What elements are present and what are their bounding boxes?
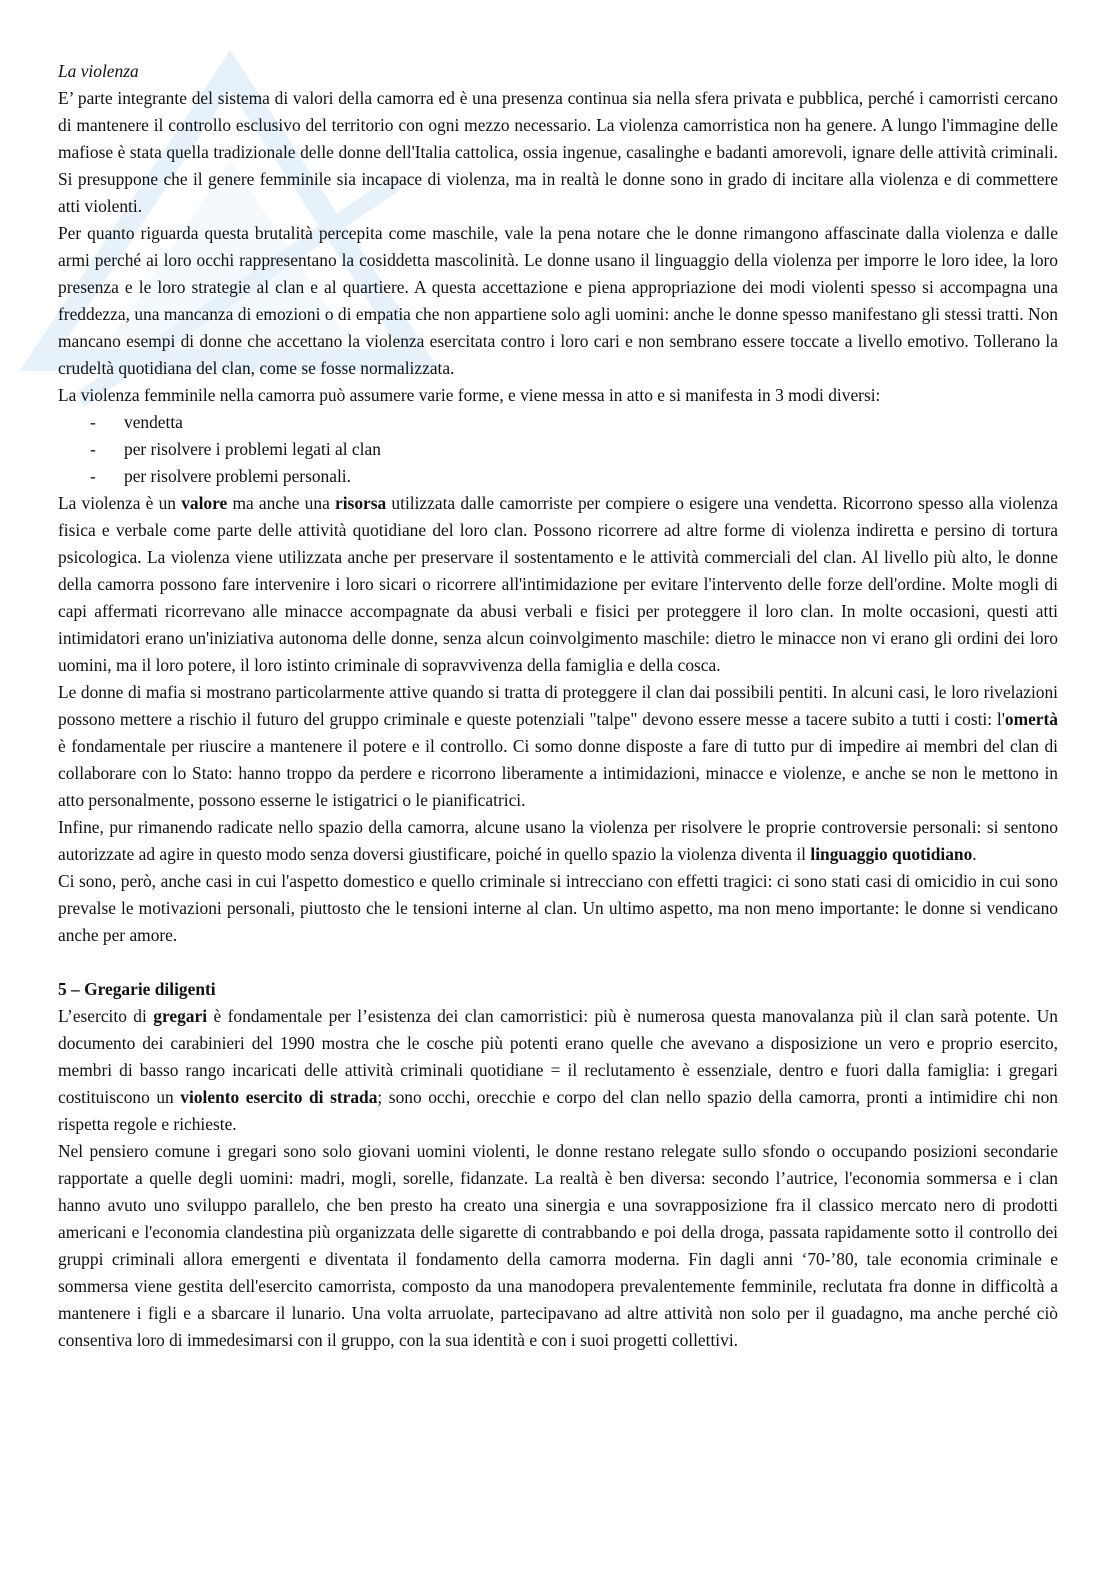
text-run: La violenza è un <box>58 493 182 513</box>
bold-term: linguaggio quotidiano <box>810 844 973 864</box>
spacer <box>58 949 1058 976</box>
section-title: La violenza <box>58 61 139 81</box>
bold-term: omertà <box>1004 709 1058 729</box>
list-item-text: per risolvere i problemi legati al clan <box>124 439 381 459</box>
paragraph: Per quanto riguarda questa brutalità percepita come maschile, vale la pena notare che le donne rimangono affascinate dalla violenza e dalle armi perché ai loro occhi rappresentano la cosiddetta mascolinità. Le donne usano il linguaggio della violenza per imporre le loro idee, la loro presenza e le loro strategie al clan e al quartiere. A questa accettazione e piena appropriazione dei modi violenti spesso si accompagna una freddezza, una mancanza di emozioni o di empatia che non appartiene solo agli uomini: anche le donne spesso manifestano gli stessi tratti. Non mancano esempi di donne che accettano la violenza esercitata contro i loro cari e non sembrano essere toccate a livello emotivo. Tollerano la crudeltà quotidiana del clan, come se fosse normalizzata. <box>58 223 1058 378</box>
section-heading: 5 – Gregarie diligenti <box>58 979 216 999</box>
list-item <box>58 409 1058 436</box>
list-dash: - <box>90 466 96 486</box>
paragraph <box>58 679 1058 814</box>
paragraph: La violenza femminile nella camorra può assumere varie forme, e viene messa in atto e si manifesta in 3 modi diversi: <box>58 385 881 405</box>
bold-term: valore <box>181 493 228 513</box>
text-run: ma anche una <box>227 493 335 513</box>
paragraph: Nel pensiero comune i gregari sono solo giovani uomini violenti, le donne restano relegate sullo sfondo o occupando posizioni secondarie rapportate a quelle degli uomini: madri, mogli, sorelle, fidanzate. La realtà è ben diversa: secondo l’autrice, l'economia sommersa e i clan hanno avuto uno sviluppo parallelo, che ben presto ha creato una sinergia e una sovrapposizione fra il classico mercato nero di prodotti americani e l'economia clandestina più organizzata delle sigarette di contrabbando e poi della droga, passata rapidamente sotto il controllo dei gruppi criminali allora emergenti e diventata il fondamento della camorra moderna. Fin dagli anni ‘70-’80, tale economia criminale e sommersa viene gestita dell'esercito camorrista, composto da una manodopera prevalentemente femminile, reclutata fra donne in difficoltà a mantenere i figli e a sbarcare il lunario. Una volta arruolate, partecipavano ad altre attività non solo per il guadagno, ma anche perché ciò consentiva loro di immedesimarsi con il gruppo, con la sua identità e con i suoi progetti collettivi. <box>58 1141 1058 1350</box>
paragraph <box>58 814 1058 868</box>
text-run: è fondamentale per l’esistenza dei clan camorristici: più è numerosa questa manovalanza più il clan sarà potente. Un documento dei carabinieri del 1990 mostra che le cosche più potenti erano quelle che avevano a disposizione un vero e proprio esercito, membri di basso rango incaricati delle attività criminali quotidiane = il reclutamento è essenziale, dentro e fuori dalla famiglia: i gregari costituiscono un <box>58 1006 1058 1107</box>
text-run: utilizzata dalle camorriste per compiere o esigere una vendetta. Ricorrono spesso alla violenza fisica e verbale come parte delle attività quotidiane del loro clan. Possono ricorrere ad altre forme di violenza indiretta e persino di tortura psicologica. La violenza viene utilizzata anche per preservare il sostentamento e le attività commerciali del clan. Al livello più alto, le donne della camorra possono fare intervenire i loro sicari o ricorrere all'intimidazione per evitare l'intervento delle forze dell'ordine. Molte mogli di capi affermati ricorrevano alle minacce accompagnate da abusi verbali e fisici per proteggere il loro clan. In molte occasioni, questi atti intimidatori erano un'iniziativa autonoma delle donne, senza alcun coinvolgimento maschile: dietro le minacce non vi erano gli ordini dei loro uomini, ma il loro potere, il loro istinto criminale di sopravvivenza della famiglia e della cosca. <box>58 493 1058 675</box>
list-dash: - <box>90 412 96 432</box>
paragraph: Ci sono, però, anche casi in cui l'aspetto domestico e quello criminale si intrecciano con effetti tragici: ci sono stati casi di omicidio in cui sono prevalse le motivazioni personali, piuttosto che le tensioni interne al clan. Un ultimo aspetto, ma non meno importante: le donne si vendicano anche per amore. <box>58 871 1058 945</box>
text-run: Infine, pur rimanendo radicate nello spazio della camorra, alcune usano la violenza per risolvere le proprie controversie personali: si sentono autorizzate ad agire in questo modo senza doversi giustificare, poiché in quello spazio la violenza diventa il <box>58 817 1058 864</box>
text-run: . <box>972 844 977 864</box>
list-item-text: vendetta <box>124 412 183 432</box>
paragraph <box>58 1003 1058 1138</box>
bold-term: violento esercito di strada <box>180 1087 378 1107</box>
bold-term: gregari <box>153 1006 208 1026</box>
list-dash: - <box>90 439 96 459</box>
document-page <box>58 58 1058 1354</box>
paragraph <box>58 490 1058 679</box>
paragraph: E’ parte integrante del sistema di valori della camorra ed è una presenza continua sia nella sfera privata e pubblica, perché i camorristi cercano di mantenere il controllo esclusivo del territorio con ogni mezzo necessario. La violenza camorristica non ha genere. A lungo l'immagine delle mafiose è stata quella tradizionale delle donne dell'Italia cattolica, ossia ingenue, casalinghe e badanti amorevoli, ignare delle attività criminali. Si presuppone che il genere femminile sia incapace di violenza, ma in realtà le donne sono in grado di incitare alla violenza e di commettere atti violenti. <box>58 88 1058 216</box>
text-run: ; sono occhi, orecchie e corpo del clan nello spazio della camorra, pronti a intimidire chi non rispetta regole e richieste. <box>58 1087 1058 1134</box>
text-run: è fondamentale per riuscire a mantenere il potere e il controllo. Ci somo donne disposte a fare di tutto pur di impedire ai membri del clan di collaborare con lo Stato: hanno troppo da perdere e ricorrono liberamente a intimidazioni, minacce e violenze, e anche se non le mettono in atto personalmente, possono esserne le istigatrici o le pianificatrici. <box>58 736 1058 810</box>
text-run: Le donne di mafia si mostrano particolarmente attive quando si tratta di proteggere il clan dai possibili pentiti. In alcuni casi, le loro rivelazioni possono mettere a rischio il futuro del gruppo criminale e queste potenziali "talpe" devono essere messe a tacere subito a tutti i costi: l' <box>58 682 1058 729</box>
list-item-text: per risolvere problemi personali. <box>124 466 351 486</box>
bold-term: risorsa <box>335 493 387 513</box>
list-item <box>58 463 1058 490</box>
list-item <box>58 436 1058 463</box>
text-run: L’esercito di <box>58 1006 154 1026</box>
dash-list <box>58 409 1058 490</box>
